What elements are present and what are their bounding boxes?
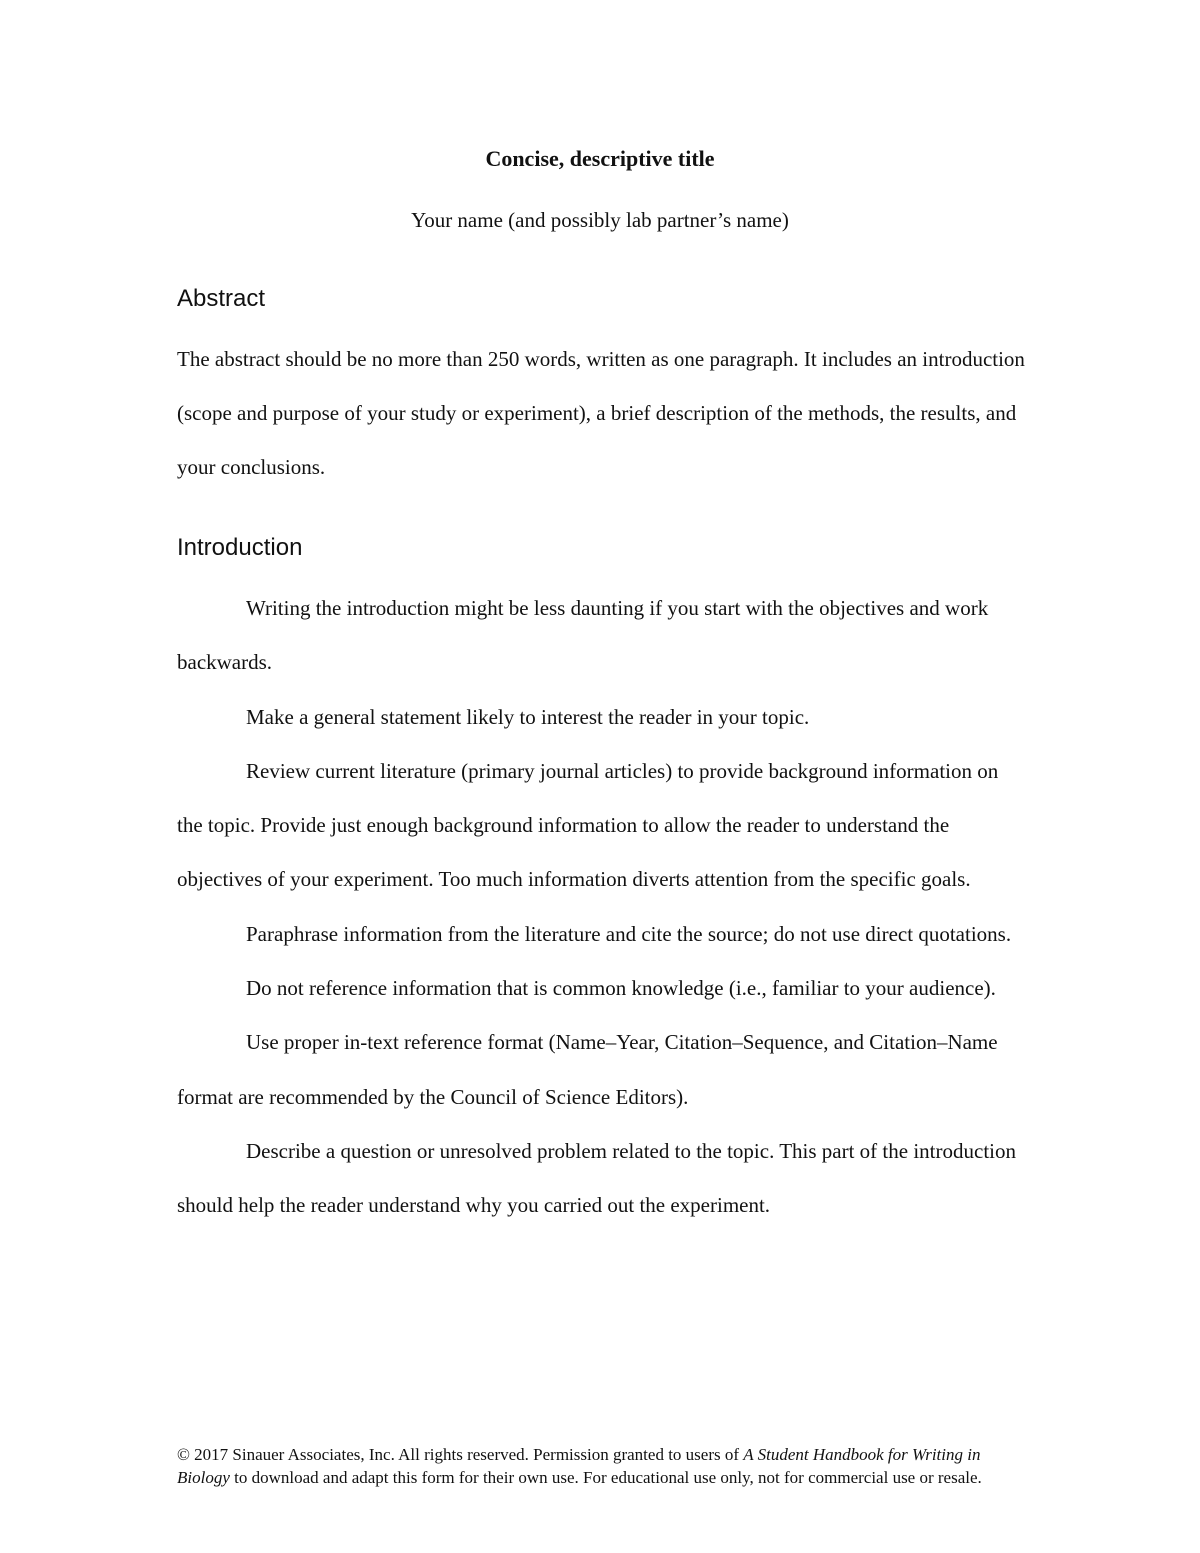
intro-paragraph: Writing the introduction might be less daunting if you start with the objectives and work backwards. xyxy=(177,596,989,675)
footer-suffix: to download and adapt this form for their own use. For educational use only, not for commercial use or resale. xyxy=(229,1468,982,1487)
intro-paragraph: Make a general statement likely to interest the reader in your topic. xyxy=(246,704,810,729)
footer-book-title: A Student Handbook for Writing in Biology xyxy=(177,1445,981,1487)
footer-prefix: © 2017 Sinauer Associates, Inc. All rights reserved. Permission granted to users of xyxy=(177,1445,744,1464)
abstract-text: The abstract should be no more than 250 words, written as one paragraph. It includes an introduction (scope and purpose of your study or experiment), a brief description of the methods, the results, and your conclusions. xyxy=(177,347,1025,479)
intro-paragraph: Do not reference information that is common knowledge (i.e., familiar to your audience). xyxy=(246,976,996,1001)
introduction-heading: Introduction xyxy=(177,534,303,561)
introduction-body xyxy=(177,581,1027,1233)
intro-paragraph: Paraphrase information from the literature and cite the source; do not use direct quotations. xyxy=(246,921,1012,946)
intro-paragraph: Use proper in-text reference format (Name–Year, Citation–Sequence, and Citation–Name format are recommended by the Council of Science Editors). xyxy=(177,1030,998,1109)
intro-paragraph: Review current literature (primary journal articles) to provide background information on the topic. Provide just enough background information to allow the reader to understand the objectives of your experiment. Too much information diverts attention from the specific goals. xyxy=(177,758,999,892)
abstract-heading: Abstract xyxy=(177,285,266,312)
author-line: Your name (and possibly lab partner’s name) xyxy=(411,208,789,232)
document-title: Concise, descriptive title xyxy=(485,146,715,171)
copyright-footer xyxy=(177,1443,1037,1489)
intro-paragraph: Describe a question or unresolved problem related to the topic. This part of the introduction should help the reader understand why you carried out the experiment. xyxy=(177,1138,1016,1218)
